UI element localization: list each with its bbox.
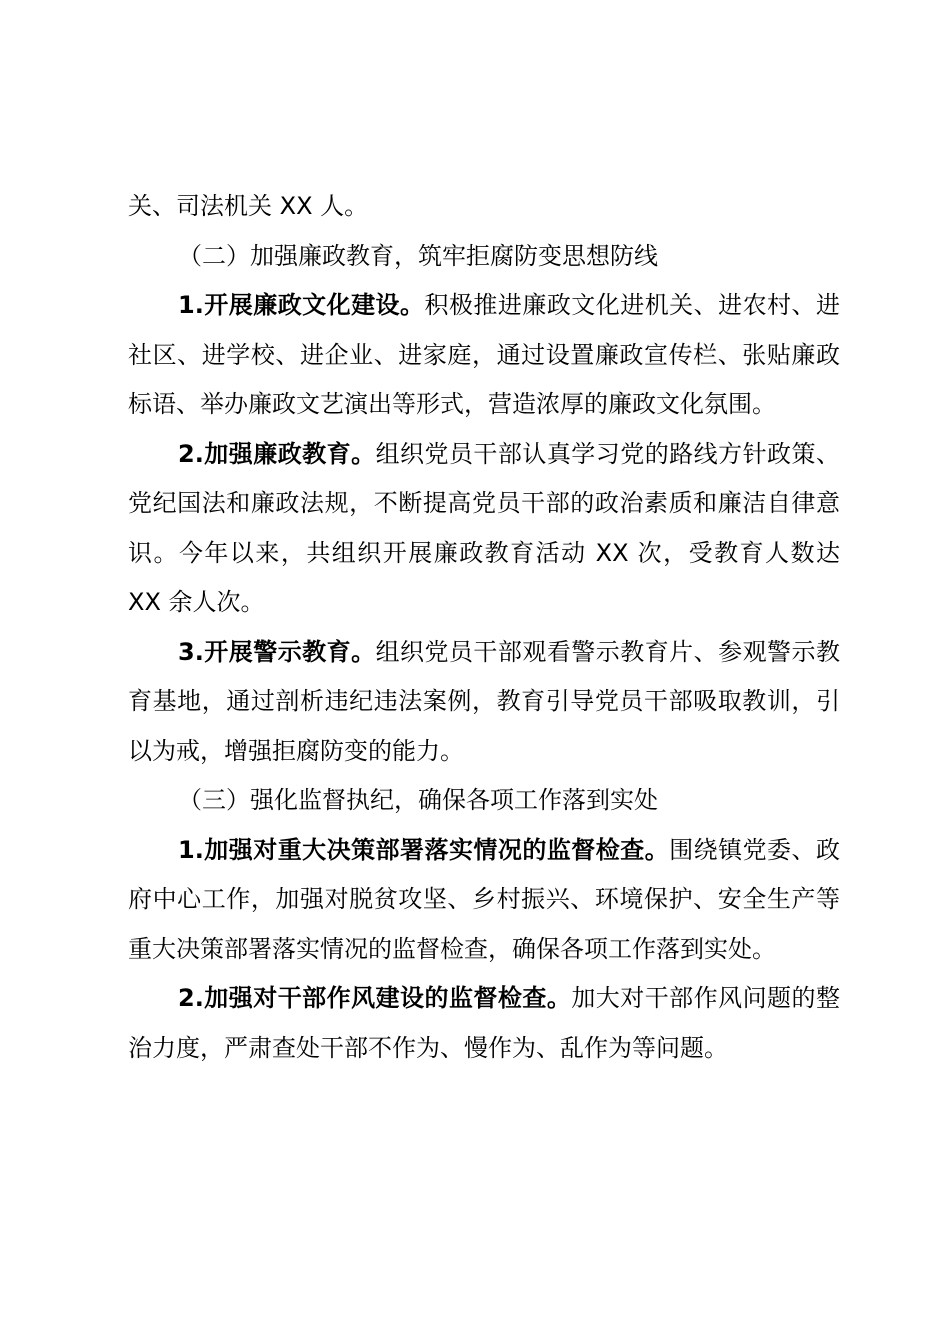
heading-text: （三）强化监督执纪，确保各项工作落到实处 xyxy=(178,786,658,814)
paragraph-lead: 1.开展廉政文化建设。 xyxy=(178,291,425,319)
paragraph-3 xyxy=(128,281,840,430)
paragraph-text: 积极推进廉政文化进机关、进农村、进社区、进学校、进企业、进家庭，通过设置廉政宣传栏、张贴廉政标语、举办廉政文艺演出等形式，营造浓厚的廉政文化氛围。 xyxy=(128,291,840,418)
paragraph-text: 关、司法机关 XX 人。 xyxy=(128,192,369,220)
document-body xyxy=(128,182,840,1073)
section-heading-2 xyxy=(128,232,840,282)
paragraph-text: 组织党员干部观看警示教育片、参观警示教育基地，通过剖析违纪违法案例，教育引导党员干部吸取教训，引以为戒，增强拒腐防变的能力。 xyxy=(128,637,840,765)
paragraph-lead: 1.加强对重大决策部署落实情况的监督检查。 xyxy=(178,835,670,864)
paragraph-lead: 2.加强对干部作风建设的监督检查。 xyxy=(178,984,572,1012)
paragraph-text: 组织党员干部认真学习党的路线方针政策、党纪国法和廉政法规，不断提高党员干部的政治素质和廉洁自律意识。今年以来，共组织开展廉政教育活动 XX 次，受教育人数达 XX 余人次。 xyxy=(128,439,840,616)
paragraph-text: 围绕镇党委、政府中心工作，加强对脱贫攻坚、乡村振兴、环境保护、安全生产等重大决策部署落实情况的监督检查，确保各项工作落到实处。 xyxy=(128,835,840,963)
paragraph-7 xyxy=(128,826,840,975)
paragraph-4 xyxy=(128,430,840,628)
paragraph-5 xyxy=(128,628,840,777)
paragraph-lead: 3.开展警示教育。 xyxy=(178,637,376,666)
section-heading-6 xyxy=(128,776,840,826)
paragraph-1 xyxy=(128,182,840,232)
paragraph-text: 加大对干部作风问题的整治力度，严肃查处干部不作为、慢作为、乱作为等问题。 xyxy=(128,984,840,1062)
paragraph-lead: 2.加强廉政教育。 xyxy=(178,439,376,468)
paragraph-8 xyxy=(128,974,840,1073)
heading-text: （二）加强廉政教育，筑牢拒腐防变思想防线 xyxy=(178,241,658,270)
